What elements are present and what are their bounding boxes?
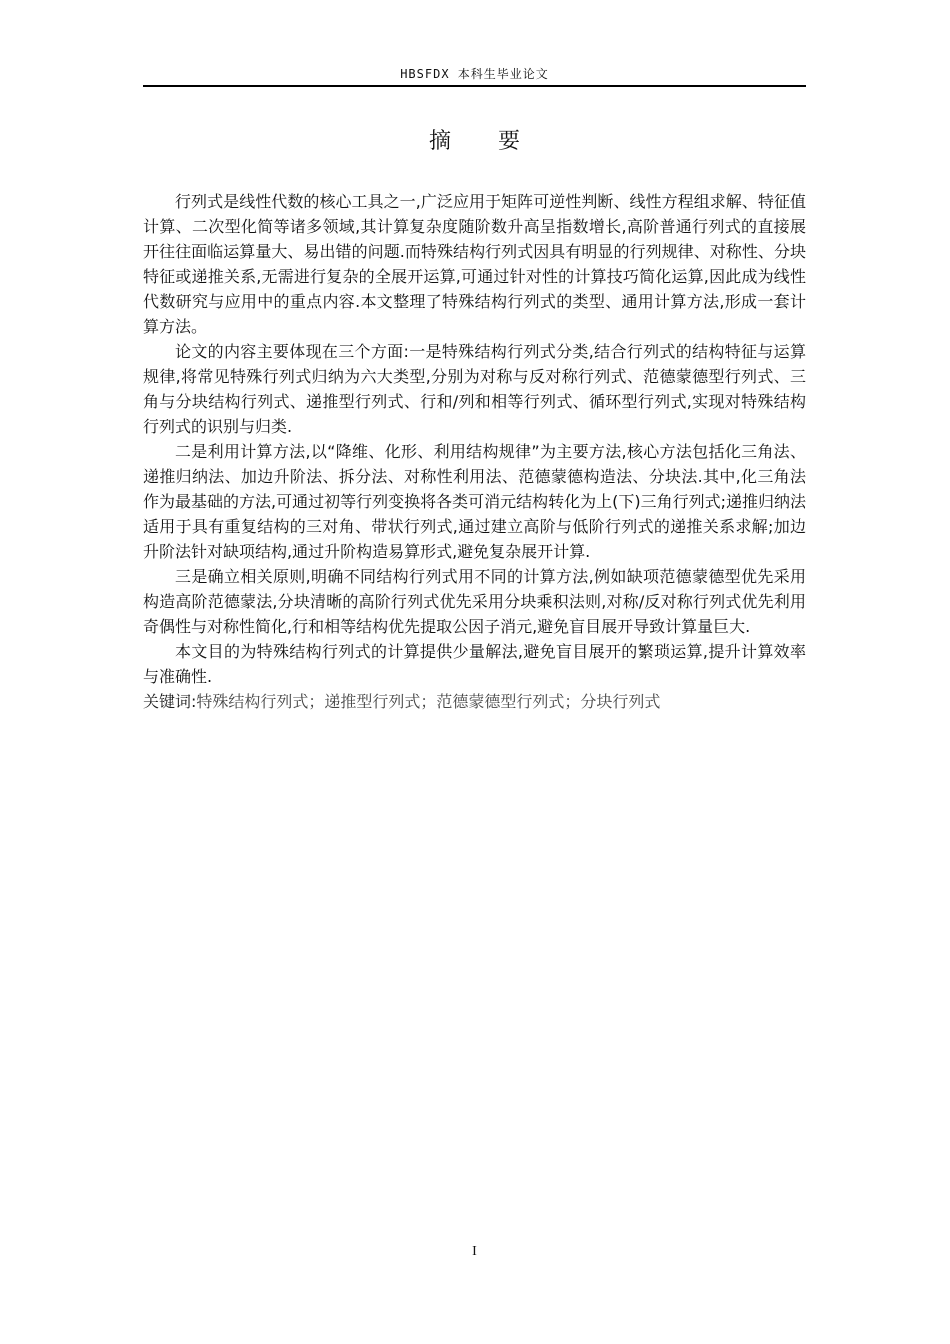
abstract-paragraph-5: 本文目的为特殊结构行列式的计算提供少量解法,避免盲目展开的繁琐运算,提升计算效率与准确性. [143,642,806,686]
running-header: HBSFDX 本科生毕业论文 [400,67,549,81]
abstract-paragraph-4: 三是确立相关原则,明确不同结构行列式用不同的计算方法,例如缺项范德蒙德型优先采用构造高阶范德蒙法,分块清晰的高阶行列式优先采用分块乘积法则,对称/反对称行列式优先利用奇偶性与对称性简化,行和相等结构优先提取公因子消元,避免盲目展开导致计算量巨大. [143,567,806,636]
header-rule [143,85,806,87]
abstract-body [143,189,806,714]
abstract-paragraph-3: 二是利用计算方法,以“降维、化形、利用结构规律”为主要方法,核心方法包括化三角法、递推归纳法、加边升阶法、拆分法、对称性利用法、范德蒙德构造法、分块法.其中,化三角法作为最基础的方法,可通过初等行列变换将各类可消元结构转化为上(下)三角行列式;递推归纳法适用于具有重复结构的三对角、带状行列式,通过建立高阶与低阶行列式的递推关系求解;加边升阶法针对缺项结构,通过升阶构造易算形式,避免复杂展开计算. [143,442,806,561]
abstract-title: 摘 要 [429,129,540,154]
keywords-text: 特殊结构行列式；递推型行列式；范德蒙德型行列式；分块行列式 [196,692,661,711]
abstract-paragraph-2: 论文的内容主要体现在三个方面:一是特殊结构行列式分类,结合行列式的结构特征与运算规律,将常见特殊行列式归纳为六大类型,分别为对称与反对称行列式、范德蒙德型行列式、三角与分块结构行列式、递推型行列式、行和/列和相等行列式、循环型行列式,实现对特殊结构行列式的识别与归类. [143,342,806,436]
keywords-label: 关键词: [143,692,197,711]
keywords-line [143,689,806,714]
abstract-paragraph-1: 行列式是线性代数的核心工具之一,广泛应用于矩阵可逆性判断、线性方程组求解、特征值计算、二次型化简等诸多领域,其计算复杂度随阶数升高呈指数增长,高阶普通行列式的直接展开往往面临运算量大、易出错的问题.而特殊结构行列式因具有明显的行列规律、对称性、分块特征或递推关系,无需进行复杂的全展开运算,可通过针对性的计算技巧简化运算,因此成为线性代数研究与应用中的重点内容.本文整理了特殊结构行列式的类型、通用计算方法,形成一套计算方法。 [143,192,806,336]
page-number: I [472,1244,477,1259]
